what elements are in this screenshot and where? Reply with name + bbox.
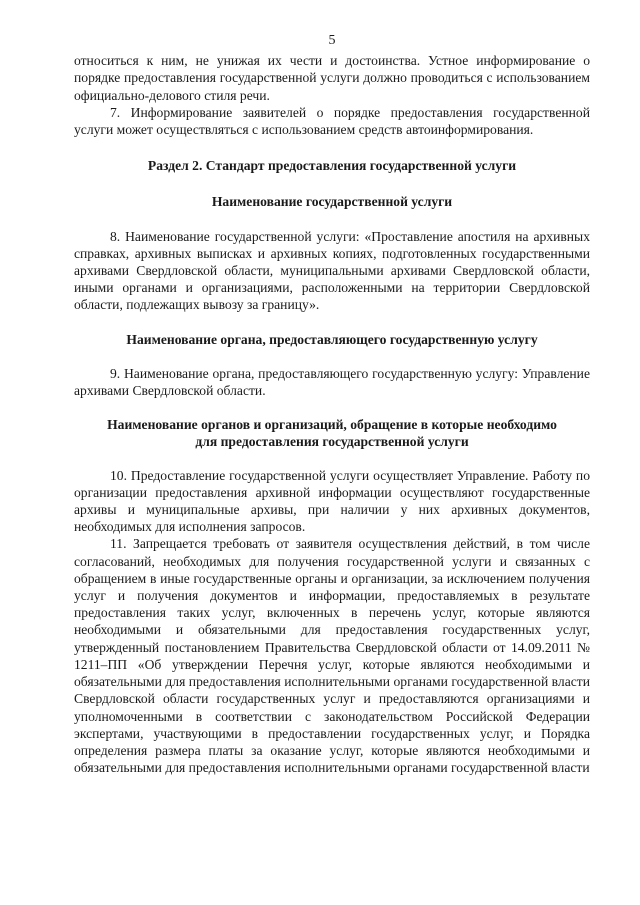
- organ-name-heading: Наименование органа, предоставляющего государственную услугу: [126, 331, 538, 347]
- paragraph-9: 9. Наименование органа, предоставляющего государственную услугу: Управление архивами Свердловской области.: [74, 365, 590, 399]
- organizations-heading: [74, 416, 590, 450]
- service-name-heading: Наименование государственной услуги: [211, 194, 453, 210]
- organizations-heading-line-2: для предоставления государственной услуги: [195, 434, 469, 450]
- page-number: 5: [328, 33, 336, 48]
- paragraph-10: 10. Предоставление государственной услуги осуществляет Управление. Работу по организации предоставления архивной информации осуществляют государственные архивы и муниципальные архивы, при наличии у них архивных документов, необходимых для исполнения запросов.: [74, 467, 590, 535]
- section-2-heading: Раздел 2. Стандарт предоставления государственной услуги: [147, 158, 517, 174]
- organizations-heading-line-1: Наименование органов и организаций, обращение в которые необходимо: [107, 417, 557, 433]
- document-page: [74, 32, 590, 776]
- paragraph-8: 8. Наименование государственной услуги: «Проставление апостиля на архивных справках, архивных выписках и архивных копиях, подготовленных государственными архивами Свердловской области, муниципальными архивами Свердловской области, иными органами и организациями, расположенными на территории Свердловской области, подлежащих вывозу за границу».: [74, 228, 590, 313]
- paragraph-11: 11. Запрещается требовать от заявителя осуществления действий, в том числе согласований, необходимых для получения государственной услуги и связанных с обращением в иные государственные органы и организации, за исключением получения услуг и получения документов и информации, предоставляемых в результате предоставления таких услуг, включенных в перечень услуг, которые являются необходимыми и обязательными для предоставления государственных услуг, утвержденный постановлением Правительства Свердловской области от 14.09.2011 № 1211–ПП «Об утверждении Перечня услуг, которые являются необходимыми и обязательными для предоставления исполнительными органами государственной власти Свердловской области государственных услуг и предоставляются организациями и уполномоченными в соответствии с законодательством Российской Федерации экспертами, участвующими в предоставлении государственных услуг, и Порядка определения размера платы за оказание услуг, которые являются необходимыми и обязательными для предоставления исполнительными органами государственной власти: [74, 536, 590, 776]
- paragraph-continuation: относиться к ним, не унижая их чести и достоинства. Устное информирование о порядке предоставления государственной услуги должно проводиться с использованием официально-делового стиля речи.: [74, 53, 590, 103]
- paragraph-7: 7. Информирование заявителей о порядке предоставления государственной услуги может осуществляться с использованием средств автоинформирования.: [74, 104, 590, 138]
